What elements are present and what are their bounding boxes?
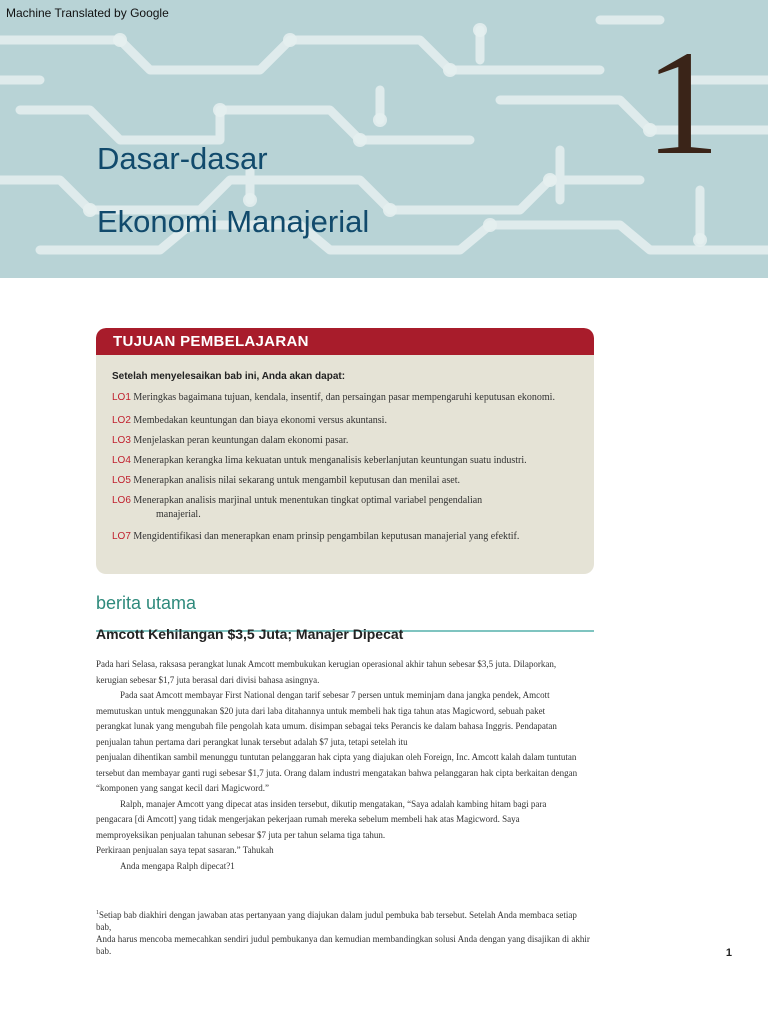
objective-text: Menerapkan kerangka lima kekuatan untuk menganalisis keberlanjutan keuntungan suatu industri.: [133, 455, 527, 466]
learning-objectives-heading: TUJUAN PEMBELAJARAN: [96, 328, 594, 355]
objective-text: Menerapkan analisis marjinal untuk menentukan tingkat optimal variabel pengendalian: [133, 495, 483, 506]
footnote-line: Setiap bab diakhiri dengan jawaban atas pertanyaan yang diajukan dalam judul pembuka bab tersebut. Setelah Anda membaca setiap bab,: [96, 910, 577, 932]
body-line: penjualan tahun pertama dari perangkat lunak tersebut adalah $7 juta, tetapi setelah itu: [96, 736, 408, 747]
objective-code: LO2: [112, 415, 131, 426]
body-line: perangkat lunak yang mengubah file pengolah kata umum. disimpan sebagai teks Perancis ke dalam bahasa Inggris. Pendapatan: [96, 721, 557, 731]
learning-objective-item: [112, 434, 582, 448]
body-line: “komponen yang sangat kecil dari Magicword.”: [96, 783, 269, 793]
page-number: 1: [725, 947, 732, 959]
objective-code: LO3: [112, 435, 131, 446]
headline-kicker: berita utama: [96, 593, 197, 613]
body-line: pengacara [di Amcott] yang tidak mengerjakan pekerjaan rumah mereka sebelum membeli hak atas Magicword. Saya: [96, 814, 520, 824]
chapter-number: 1: [645, 20, 720, 186]
objective-code: LO7: [112, 531, 131, 542]
body-line: penjualan dihentikan sambil menunggu tuntutan pelanggaran hak cipta yang diajukan oleh Foreign, Inc. Amcott kalah dalam tuntutan: [96, 752, 577, 762]
learning-objective-item: [112, 454, 582, 468]
footnote-line: Anda harus mencoba memecahkan sendiri judul pembukanya dan kemudian membandingkan solusi Anda dengan yang disajikan di akhir: [96, 934, 590, 944]
objective-text: Meringkas bagaimana tujuan, kendala, insentif, dan persaingan pasar mempengaruhi keputusan ekonomi.: [133, 392, 555, 403]
objective-text: Membedakan keuntungan dan biaya ekonomi versus akuntansi.: [133, 415, 387, 426]
chapter-title-line2: Ekonomi Manajerial: [97, 204, 370, 239]
objective-code: LO4: [112, 455, 131, 466]
body-line: tersebut dan membayar ganti rugi sebesar $1,7 juta. Orang dalam industri mengatakan bahwa pelanggaran hak cipta berkaitan dengan: [96, 767, 578, 778]
article-body: [96, 657, 594, 874]
body-line: Perkiraan penjualan saya tepat sasaran.” Tahukah: [96, 845, 274, 855]
footnote-marker: 1: [96, 910, 99, 916]
objective-code: LO6: [112, 495, 131, 506]
learning-objective-item: [112, 474, 582, 488]
learning-objective-item: [112, 414, 582, 428]
objective-text: Menjelaskan peran keuntungan dalam ekonomi pasar.: [133, 435, 349, 446]
objective-text-continuation: manajerial.: [156, 509, 201, 520]
body-line: memproyeksikan penjualan tahunan sebesar $7 juta per tahun selama tiga tahun.: [96, 829, 386, 840]
chapter-banner: [0, 0, 768, 278]
learning-objective-item: [112, 530, 582, 544]
footnote: [96, 907, 594, 957]
footnote-line: bab.: [96, 946, 112, 956]
machine-translated-label: Machine Translated by Google: [6, 6, 169, 20]
body-line: kerugian sebesar $1,7 juta berasal dari divisi bahasa asingnya.: [96, 674, 320, 685]
objective-code: LO5: [112, 475, 131, 486]
objective-text: Menerapkan analisis nilai sekarang untuk mengambil keputusan dan menilai aset.: [133, 475, 460, 486]
learning-objectives-box: [96, 328, 594, 574]
body-line: memutuskan untuk menggunakan $20 juta dari laba ditahannya untuk membeli hak tiga tahun atas Magicword, sebuah paket: [96, 705, 546, 716]
learning-objectives-intro: Setelah menyelesaikan bab ini, Anda akan dapat:: [112, 371, 346, 382]
objective-code: LO1: [112, 392, 131, 403]
objective-text: Mengidentifikasi dan menerapkan enam prinsip pengambilan keputusan manajerial yang efektif.: [133, 531, 520, 542]
body-line: Pada saat Amcott membayar First National dengan tarif sebesar 7 persen untuk meminjam dana jangka pendek, Amcott: [120, 690, 550, 700]
body-line: Ralph, manajer Amcott yang dipecat atas insiden tersebut, dikutip mengatakan, “Saya adalah kambing hitam bagi para: [120, 798, 547, 809]
learning-objective-item: [112, 494, 582, 522]
body-line: Pada hari Selasa, raksasa perangkat lunak Amcott membukukan kerugian operasional akhir tahun sebesar $3,5 juta. Dilaporkan,: [96, 659, 557, 669]
headline-title: Amcott Kehilangan $3,5 Juta; Manajer Dipecat: [96, 626, 404, 642]
chapter-title-line1: Dasar-dasar: [97, 141, 268, 176]
learning-objective-item: [112, 391, 582, 405]
body-line: Anda mengapa Ralph dipecat?1: [120, 860, 235, 871]
